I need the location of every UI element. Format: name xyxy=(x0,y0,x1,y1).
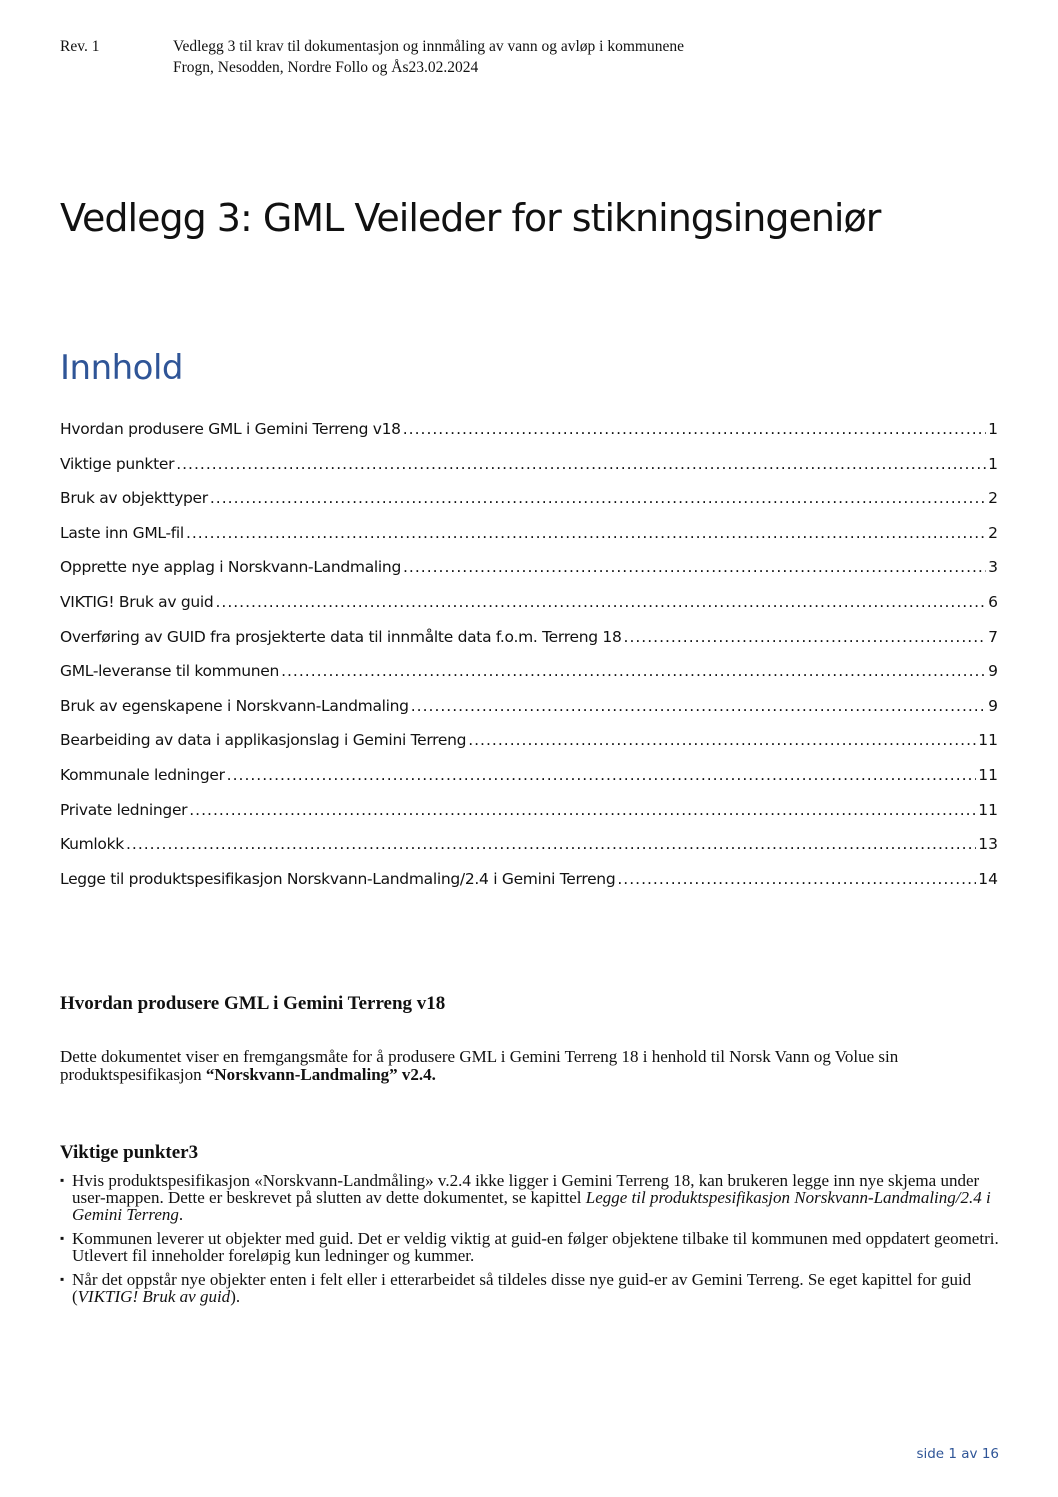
toc-leader-dots xyxy=(617,870,976,888)
toc-entry-title: Private ledninger xyxy=(60,800,188,819)
toc-leader-dots xyxy=(210,489,986,507)
toc-entry-page: 6 xyxy=(988,592,998,611)
toc-entry[interactable] xyxy=(60,420,998,455)
toc-entry-page: 14 xyxy=(978,869,998,888)
toc-leader-dots xyxy=(227,766,977,784)
list-item xyxy=(60,1271,1000,1305)
toc-entry[interactable] xyxy=(60,558,998,593)
toc-entry-title: Kommunale ledninger xyxy=(60,765,225,784)
toc-heading: Innhold xyxy=(60,348,184,388)
toc-entry[interactable] xyxy=(60,489,998,524)
toc-entry-page: 2 xyxy=(988,489,998,508)
toc-entry-title: Overføring av GUID fra prosjekterte data til innmålte data f.o.m. Terreng 18 xyxy=(60,627,622,646)
toc-entry-page: 11 xyxy=(978,731,998,750)
intro-text: Dette dokumentet viser en fremgangsmåte for å produsere GML i Gemini Terreng 18 i henhold til Norsk Vann og Volue sin produktspesifikasjon xyxy=(60,1047,899,1084)
toc-entry-title: Bruk av egenskapene i Norskvann-Landmaling xyxy=(60,696,409,715)
toc-leader-dots xyxy=(403,558,986,576)
bullet-square-icon: ▪ xyxy=(60,1272,65,1286)
table-of-contents xyxy=(60,420,998,904)
toc-entry-title: Bruk av objekttyper xyxy=(60,489,208,508)
toc-entry[interactable] xyxy=(60,801,998,836)
toc-entry[interactable] xyxy=(60,835,998,870)
toc-entry-page: 9 xyxy=(988,662,998,681)
toc-entry[interactable] xyxy=(60,870,998,905)
section-heading-gml: Hvordan produsere GML i Gemini Terreng v18 xyxy=(60,993,446,1014)
toc-entry-page: 11 xyxy=(978,765,998,784)
toc-entry-title: Bearbeiding av data i applikasjonslag i Gemini Terreng xyxy=(60,731,467,750)
toc-entry-page: 7 xyxy=(988,627,998,646)
toc-entry-title: GML-leveranse til kommunen xyxy=(60,662,280,681)
toc-entry-title: Laste inn GML-fil xyxy=(60,523,184,542)
toc-entry-page: 1 xyxy=(988,420,998,438)
page-header xyxy=(60,36,1000,78)
toc-entry-page: 2 xyxy=(988,523,998,542)
bullet-square-icon: ▪ xyxy=(60,1173,65,1187)
toc-entry-page: 11 xyxy=(978,800,998,819)
toc-entry[interactable] xyxy=(60,766,998,801)
bullet-tail: ). xyxy=(230,1287,241,1306)
toc-entry[interactable] xyxy=(60,524,998,559)
toc-entry-title: Viktige punkter xyxy=(60,454,175,473)
toc-leader-dots xyxy=(468,731,976,749)
toc-entry-page: 3 xyxy=(988,558,998,577)
list-item xyxy=(60,1230,1000,1264)
important-points-list xyxy=(60,1172,1000,1312)
toc-entry-title: Hvordan produsere GML i Gemini Terreng v18 xyxy=(60,420,401,438)
document-title: Vedlegg 3: GML Veileder for stikningsingeniør xyxy=(60,196,881,240)
bullet-text: Hvis produktspesifikasjon «Norskvann-Landmåling» v.2.4 ikke ligger i Gemini Terreng 18, kan brukeren legge inn nye skjema under user-mappen. Dette er beskrevet på slutten av dette dokumentet, se kapittel xyxy=(72,1171,980,1207)
toc-leader-dots xyxy=(189,801,976,819)
toc-leader-dots xyxy=(215,593,986,611)
toc-entry[interactable] xyxy=(60,731,998,766)
toc-entry-page: 9 xyxy=(988,696,998,715)
toc-entry-title: VIKTIG! Bruk av guid xyxy=(60,592,214,611)
toc-leader-dots xyxy=(126,835,976,853)
toc-entry[interactable] xyxy=(60,662,998,697)
page-number: side 1 av 16 xyxy=(916,1446,999,1462)
toc-leader-dots xyxy=(411,697,986,715)
bullet-tail: . xyxy=(178,1205,184,1224)
toc-entry[interactable] xyxy=(60,697,998,732)
bullet-text: Kommunen leverer ut objekter med guid. Det er veldig viktig at guid-en følger objektene tilbake til kommunen med oppdatert geometri. Utlevert fil inneholder foreløpig kun ledninger og kummer. xyxy=(72,1229,999,1265)
header-line-1: Vedlegg 3 til krav til dokumentasjon og innmåling av vann og avløp i kommunene xyxy=(173,38,684,55)
toc-entry[interactable] xyxy=(60,628,998,663)
list-item xyxy=(60,1172,1000,1223)
toc-leader-dots xyxy=(624,628,987,646)
toc-leader-dots xyxy=(176,455,986,473)
toc-entry-title: Legge til produktspesifikasjon Norskvann-Landmaling/2.4 i Gemini Terreng xyxy=(60,869,616,888)
intro-spec-name: “Norskvann-Landmaling” v2.4. xyxy=(205,1065,436,1084)
bullet-text: Når det oppstår nye objekter enten i felt eller i etterarbeidet så tildeles disse nye guid-er av Gemini Terreng. Se eget kapittel for guid ( xyxy=(72,1270,972,1306)
toc-entry-page: 13 xyxy=(978,835,998,854)
chapter-reference[interactable]: Legge til produktspesifikasjon Norskvann-Landmaling/2.4 i Gemini Terreng xyxy=(72,1188,991,1224)
toc-entry[interactable] xyxy=(60,455,998,490)
header-line-2: Frogn, Nesodden, Nordre Follo og Ås23.02.2024 xyxy=(173,59,479,76)
toc-entry-page: 1 xyxy=(988,454,998,473)
chapter-reference[interactable]: VIKTIG! Bruk av guid xyxy=(77,1287,231,1306)
intro-paragraph xyxy=(60,1048,1000,1084)
section-heading-important: Viktige punkter3 xyxy=(60,1142,199,1163)
toc-entry[interactable] xyxy=(60,593,998,628)
toc-entry-title: Opprette nye applag i Norskvann-Landmaling xyxy=(60,558,401,577)
toc-entry-title: Kumlokk xyxy=(60,835,124,854)
toc-leader-dots xyxy=(281,662,986,680)
toc-leader-dots xyxy=(403,420,986,438)
header-text xyxy=(173,36,684,78)
revision-label: Rev. 1 xyxy=(60,38,100,55)
bullet-square-icon: ▪ xyxy=(60,1231,65,1245)
toc-leader-dots xyxy=(186,524,986,542)
